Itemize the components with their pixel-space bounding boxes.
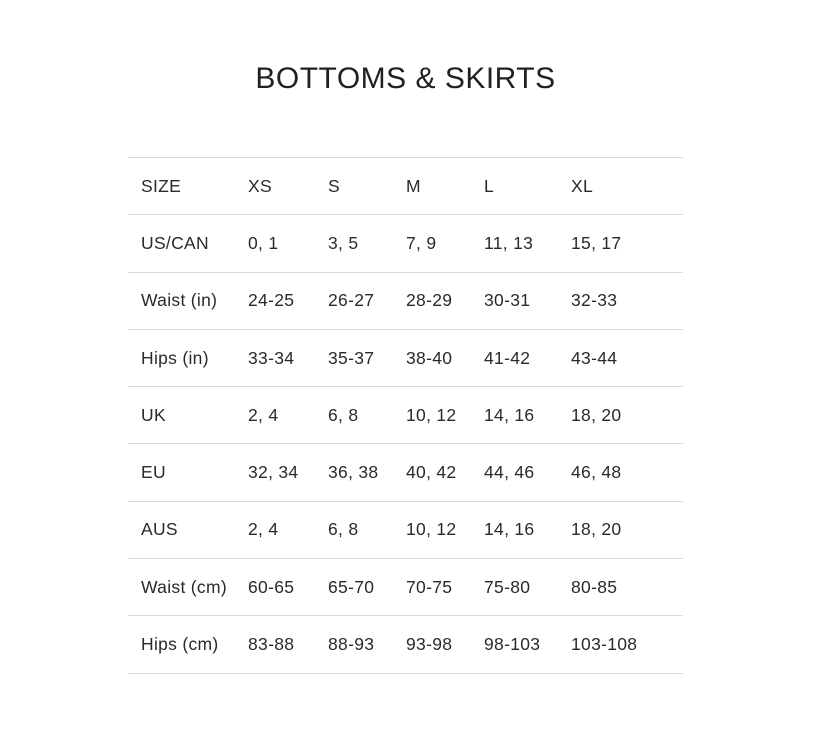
table-cell: 40, 42 (406, 462, 457, 483)
table-row (128, 616, 683, 673)
page-title: BOTTOMS & SKIRTS (255, 62, 556, 95)
table-cell: 41-42 (484, 347, 531, 368)
table-cell: 32-33 (571, 290, 618, 311)
table-cell: 3, 5 (328, 232, 359, 253)
column-header: M (406, 175, 421, 196)
table-cell: 103-108 (571, 634, 638, 655)
table-cell: 30-31 (484, 290, 531, 311)
row-label: AUS (141, 519, 178, 540)
table-cell: 2, 4 (248, 404, 279, 425)
table-cell: 2, 4 (248, 519, 279, 540)
table-body (128, 215, 683, 673)
table-cell: 32, 34 (248, 462, 299, 483)
table-cell: 75-80 (484, 576, 531, 597)
table-cell: 36, 38 (328, 462, 379, 483)
table-cell: 7, 9 (406, 232, 437, 253)
table-cell: 65-70 (328, 576, 375, 597)
row-label: Waist (in) (141, 290, 218, 311)
table-cell: 10, 12 (406, 404, 457, 425)
table-cell: 18, 20 (571, 519, 622, 540)
table-cell: 70-75 (406, 576, 453, 597)
table-cell: 38-40 (406, 347, 453, 368)
table-cell: 80-85 (571, 576, 618, 597)
table-cell: 14, 16 (484, 519, 535, 540)
table-row (128, 329, 683, 386)
table-cell: 10, 12 (406, 519, 457, 540)
table-row (128, 444, 683, 501)
table-cell: 98-103 (484, 634, 541, 655)
table-cell: 93-98 (406, 634, 453, 655)
row-label: Hips (in) (141, 347, 209, 368)
table-row (128, 215, 683, 272)
table-cell: 26-27 (328, 290, 375, 311)
row-label: US/CAN (141, 232, 209, 253)
table-row (128, 272, 683, 329)
table-cell: 88-93 (328, 634, 375, 655)
row-label: Hips (cm) (141, 634, 219, 655)
column-header: L (484, 175, 495, 196)
table-cell: 60-65 (248, 576, 295, 597)
table-cell: 15, 17 (571, 232, 622, 253)
table-cell: 14, 16 (484, 404, 535, 425)
row-label: UK (141, 404, 166, 425)
table-cell: 28-29 (406, 290, 453, 311)
column-header: S (328, 175, 340, 196)
table-cell: 0, 1 (248, 232, 279, 253)
table-cell: 33-34 (248, 347, 295, 368)
table-cell: 18, 20 (571, 404, 622, 425)
row-label: EU (141, 462, 166, 483)
table-cell: 44, 46 (484, 462, 535, 483)
column-header: XL (571, 175, 594, 196)
table-row (128, 387, 683, 444)
size-chart-table (128, 157, 683, 674)
table-cell: 83-88 (248, 634, 295, 655)
table-cell: 43-44 (571, 347, 618, 368)
table-row (128, 501, 683, 558)
table-cell: 35-37 (328, 347, 375, 368)
table-row (128, 559, 683, 616)
header-row (128, 158, 683, 215)
table-cell: 6, 8 (328, 404, 359, 425)
table-cell: 6, 8 (328, 519, 359, 540)
size-column-header: SIZE (141, 175, 182, 196)
table-cell: 46, 48 (571, 462, 622, 483)
table-cell: 24-25 (248, 290, 295, 311)
row-label: Waist (cm) (141, 576, 227, 597)
table-cell: 11, 13 (484, 232, 534, 253)
column-header: XS (248, 175, 272, 196)
